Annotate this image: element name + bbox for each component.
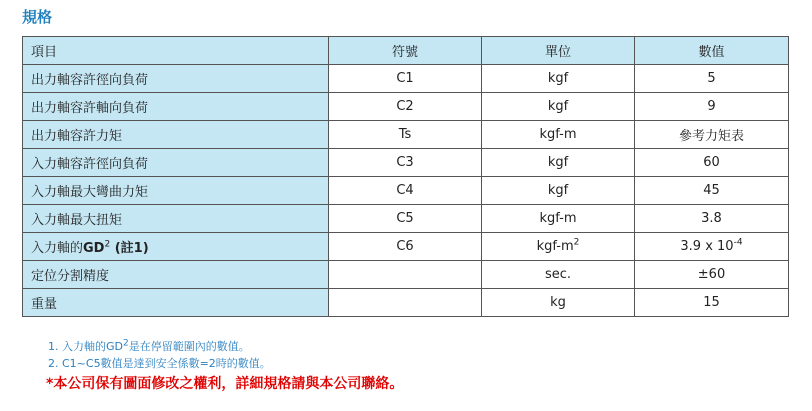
table-row [23,65,789,93]
row-item: 入力軸最大彎曲力矩 [23,177,329,205]
row-value: 15 [635,289,789,317]
row-unit: kgf [482,149,635,177]
row-unit: sec. [482,261,635,289]
row-unit [482,233,635,261]
row-symbol: C1 [329,65,482,93]
row-symbol [329,289,482,317]
row-unit-base: kgf-m [536,239,574,254]
row-item-gd: GD [83,241,105,256]
row-symbol [329,261,482,289]
row-value-sup: -4 [733,237,743,248]
row-item: 入力軸容許徑向負荷 [23,149,329,177]
row-unit-sup: 2 [573,237,580,248]
footnotes [48,338,271,372]
footnote-1 [48,338,271,355]
footnote-1-b: 是在停留範圍內的數值。 [128,340,250,353]
row-item: 出力軸容許軸向負荷 [23,93,329,121]
row-value [635,233,789,261]
footnote-1-a: 1. 入力軸的GD [48,340,123,353]
spec-table [22,36,789,317]
section-title: 規格 [22,8,53,26]
table-row [23,289,789,317]
row-unit: kgf [482,65,635,93]
footnote-1-sup: 2 [123,338,129,349]
row-unit: kgf-m [482,205,635,233]
row-item-sup: 2 [104,239,111,250]
row-item: 入力軸最大扭矩 [23,205,329,233]
row-value: 60 [635,149,789,177]
header-symbol: 符號 [329,37,482,65]
table-row [23,205,789,233]
row-unit: kg [482,289,635,317]
row-symbol: C4 [329,177,482,205]
table-header-row [23,37,789,65]
table-row [23,93,789,121]
header-unit: 單位 [482,37,635,65]
row-item: 出力軸容許徑向負荷 [23,65,329,93]
table-row [23,233,789,261]
row-symbol: C2 [329,93,482,121]
header-value: 數值 [635,37,789,65]
row-symbol: C5 [329,205,482,233]
row-item: 重量 [23,289,329,317]
row-item-note: (註1) [110,241,149,256]
row-value: 參考力矩表 [635,121,789,149]
row-symbol: Ts [329,121,482,149]
row-unit: kgf [482,177,635,205]
table-row [23,149,789,177]
table-row [23,121,789,149]
row-unit: kgf-m [482,121,635,149]
row-unit: kgf [482,93,635,121]
row-item [23,233,329,261]
table-row [23,261,789,289]
table-row [23,177,789,205]
row-value: 9 [635,93,789,121]
row-value: 5 [635,65,789,93]
row-item-prefix: 入力軸的 [31,241,84,256]
row-value-base: 3.9 x 10 [680,239,734,254]
row-value: 3.8 [635,205,789,233]
rights-warning: *本公司保有圖面修改之權利，詳細規格請與本公司聯絡。 [46,376,404,392]
row-symbol: C6 [329,233,482,261]
row-item: 出力軸容許力矩 [23,121,329,149]
row-value: 45 [635,177,789,205]
row-symbol: C3 [329,149,482,177]
row-item: 定位分割精度 [23,261,329,289]
footnote-2: 2. C1~C5數值是達到安全係數=2時的數值。 [48,357,271,370]
row-value: ±60 [635,261,789,289]
header-item: 項目 [23,37,329,65]
